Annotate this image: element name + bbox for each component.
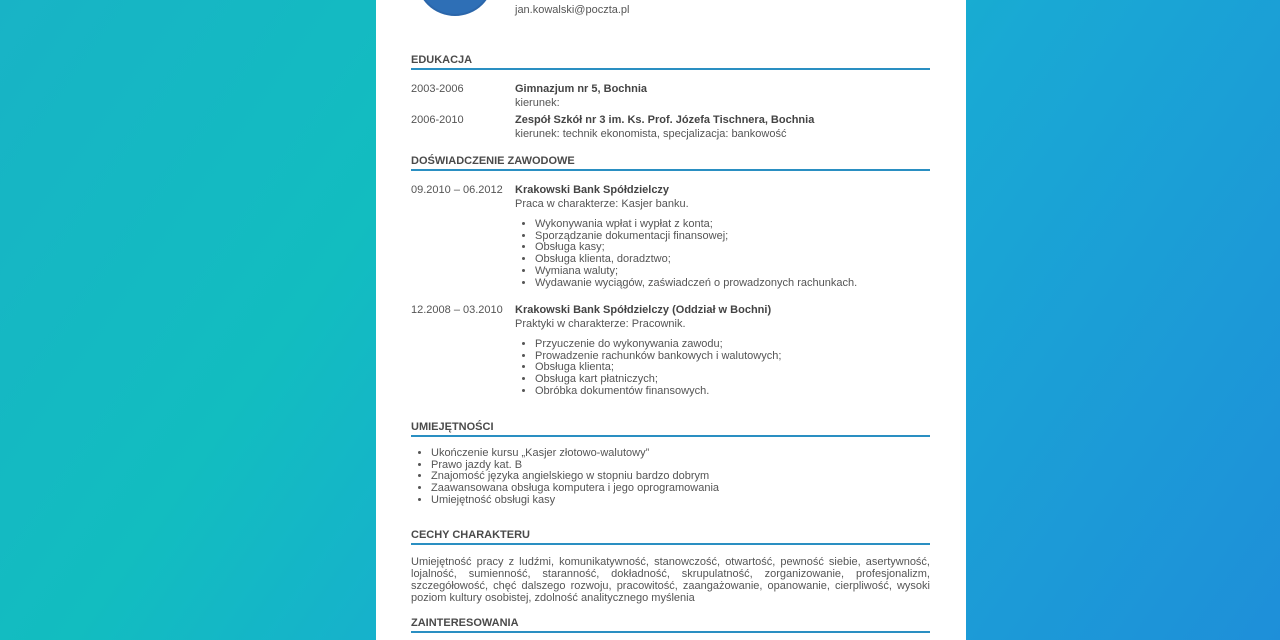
list-item: • Prowadzenie rachunków bankowych i walutowych;	[535, 351, 930, 363]
experience-role: Praca w charakterze: Kasjer banku.	[515, 198, 689, 210]
list-item: • Obróbka dokumentów finansowych.	[535, 386, 930, 398]
duties-list	[515, 219, 930, 289]
section-title-skills: UMIEJĘTNOŚCI	[411, 421, 930, 437]
list-item: • Przyuczenie do wykonywania zawodu;	[535, 339, 930, 351]
email-text: jan.kowalski@poczta.pl	[515, 4, 630, 16]
section-title-traits: CECHY CHARAKTERU	[411, 529, 930, 545]
list-item: • Sporządzanie dokumentacji finansowej;	[535, 231, 930, 243]
list-item: • Obsługa klienta, doradztwo;	[535, 254, 930, 266]
list-item: • Wymiana waluty;	[535, 266, 930, 278]
experience-date: 09.2010 – 06.2012	[411, 184, 503, 196]
list-item: • Wydawanie wyciągów, zaświadczeń o prowadzonych rachunkach.	[535, 278, 930, 290]
cv-page	[376, 0, 966, 640]
avatar	[416, 0, 494, 16]
skills-list	[411, 448, 930, 507]
education-school: Gimnazjum nr 5, Bochnia	[515, 83, 648, 95]
traits-text: Umiejętność pracy z ludźmi, komunikatywność, stanowczość, otwartość, pewność siebie, asertywność, lojalność, sumienność, staranność, dokładność, skrupulatność, zorganizowanie, profesjonalizm, szczegółowość, chęć dalszego rozwoju, pracowitość, zaangażowanie, opanowanie, cierpliwość, wysoki poziom kultury osobistej, zdolność analitycznego myślenia	[411, 556, 930, 604]
section-title-interests: ZAINTERESOWANIA	[411, 617, 930, 633]
experience-company: Krakowski Bank Spółdzielczy (Oddział w Bochni)	[515, 304, 772, 316]
list-item: • Prawo jazdy kat. B	[431, 460, 930, 472]
experience-role: Praktyki w charakterze: Pracownik.	[515, 318, 686, 330]
list-item: • Obsługa kart płatniczych;	[535, 374, 930, 386]
list-item: • Obsługa kasy;	[535, 242, 930, 254]
section-title-education: EDUKACJA	[411, 54, 930, 70]
education-date: 2006-2010	[411, 114, 464, 126]
list-item: • Zaawansowana obsługa komputera i jego oprogramowania	[431, 483, 930, 495]
list-item: • Ukończenie kursu „Kasjer złotowo-walutowy”	[431, 448, 930, 460]
list-item: • Obsługa klienta;	[535, 362, 930, 374]
list-item: • Wykonywania wpłat i wypłat z konta;	[535, 219, 930, 231]
education-school: Zespół Szkół nr 3 im. Ks. Prof. Józefa Tischnera, Bochnia	[515, 114, 815, 126]
education-detail: kierunek: technik ekonomista, specjalizacja: bankowość	[515, 128, 787, 140]
experience-date: 12.2008 – 03.2010	[411, 304, 503, 316]
list-item: • Znajomość języka angielskiego w stopniu bardzo dobrym	[431, 471, 930, 483]
education-detail: kierunek:	[515, 97, 560, 109]
education-date: 2003-2006	[411, 83, 464, 95]
list-item: • Umiejętność obsługi kasy	[431, 495, 930, 507]
skills-block	[411, 448, 930, 507]
duties-list	[515, 339, 930, 398]
section-title-experience: DOŚWIADCZENIE ZAWODOWE	[411, 155, 930, 171]
experience-company: Krakowski Bank Spółdzielczy	[515, 184, 670, 196]
